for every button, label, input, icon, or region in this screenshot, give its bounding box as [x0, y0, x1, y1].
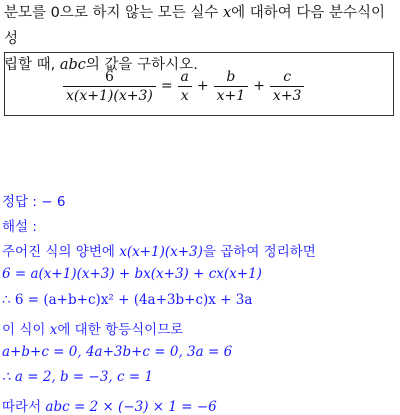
equation-box [4, 52, 394, 116]
lhs-numerator: 6 [104, 68, 114, 85]
fraction-c [270, 69, 305, 104]
step-text: 따라서 [2, 399, 46, 415]
step-text: 에 대한 항등식이므로 [57, 322, 184, 338]
solution-step-4 [2, 318, 183, 338]
solution-step-3: ∴ 6 = (a+b+c)x² + (4a+3b+c)x + 3a [2, 292, 253, 308]
question-text-part: 의 값을 구하시오. [85, 57, 198, 73]
partial-fraction-equation [61, 65, 306, 107]
step-text: 이 식이 [2, 322, 50, 338]
solution-step-6: ∴ a = 2, b = −3, c = 1 [2, 369, 154, 385]
question-text-part: 립할 때, [4, 57, 60, 73]
variable-x: x [222, 5, 232, 21]
step-text: 주어진 식의 양변에 [2, 244, 120, 260]
numerator-c: c [283, 68, 292, 85]
question-text-part: 에 대하여 다음 분수식이 성 [4, 5, 386, 47]
fraction-b [214, 69, 249, 104]
plus-sign: + [253, 78, 265, 94]
lhs-denominator: x(x+1)(x+3) [63, 86, 156, 104]
explanation-label: 해설 : [2, 219, 37, 235]
numerator-b: b [226, 68, 236, 85]
denominator-x-plus-3: x+3 [270, 86, 305, 104]
denominator-x-plus-1: x+1 [214, 86, 249, 104]
step-text: 을 곱하여 정리하면 [202, 244, 316, 260]
question-text-part: 분모를 0으로 하지 않는 모든 실수 [4, 5, 223, 21]
fraction-a [178, 69, 192, 104]
step-math: abc = 2 × (−3) × 1 = −6 [45, 399, 217, 415]
solution-step-7 [2, 395, 217, 415]
plus-sign: + [196, 78, 209, 94]
variable-abc: abc [59, 57, 86, 73]
variable-x: x [49, 322, 58, 338]
numerator-a: a [180, 68, 189, 85]
answer-line: 정답 : − 6 [2, 194, 66, 210]
equals-sign: = [160, 78, 173, 94]
step-math: x(x+1)(x+3) [119, 244, 203, 260]
denominator-x: x [178, 86, 192, 104]
solution-step-2: 6 = a(x+1)(x+3) + bx(x+3) + cx(x+1) [2, 266, 262, 282]
solution-step-5: a+b+c = 0, 4a+3b+c = 0, 3a = 6 [2, 344, 233, 360]
question-line-1 [4, 0, 396, 52]
solution-step-1 [2, 240, 316, 260]
lhs-fraction [63, 69, 156, 104]
